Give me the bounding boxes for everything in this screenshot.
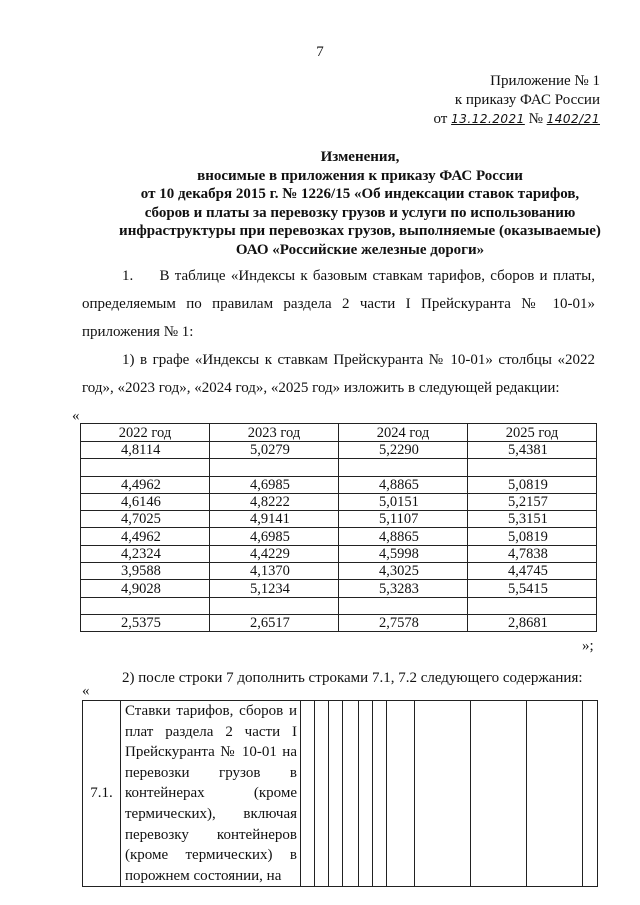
table-cell: 4,8114 xyxy=(81,442,210,459)
table-cell: 4,6985 xyxy=(210,476,339,493)
table-cell xyxy=(315,701,329,887)
table-cell: 5,0279 xyxy=(210,442,339,459)
table-cell xyxy=(471,701,527,887)
handwritten-number: 1402/21 xyxy=(546,112,600,126)
table-cell: 4,4745 xyxy=(468,563,597,580)
table-cell: 5,1234 xyxy=(210,580,339,597)
table-cell xyxy=(210,597,339,614)
table-row xyxy=(81,614,597,631)
table-row xyxy=(81,545,597,562)
table-cell: 5,4381 xyxy=(468,442,597,459)
table-cell xyxy=(81,597,210,614)
appendix-block xyxy=(430,72,600,129)
table-cell xyxy=(387,701,415,887)
table-cell: 5,0819 xyxy=(468,528,597,545)
table-cell: 4,7025 xyxy=(81,511,210,528)
table-cell: 4,2324 xyxy=(81,545,210,562)
table-cell xyxy=(210,459,339,476)
appendix-from-label: от xyxy=(433,111,448,127)
page-number: 7 xyxy=(316,44,324,60)
table-cell: 2,8681 xyxy=(468,614,597,631)
sub-1-text: 1) в графе «Индексы к ставкам Прейскуранта № 10-01» столбцы «2022 год», «2023 год», «2024 год», «2025 год» изложить в следующей редакции: xyxy=(82,352,595,396)
table-cell: 5,1107 xyxy=(339,511,468,528)
rates-table xyxy=(82,700,598,887)
table-cell: 4,4962 xyxy=(81,528,210,545)
table-cell: 3,9588 xyxy=(81,563,210,580)
document-heading xyxy=(70,148,640,260)
table-cell: 4,9141 xyxy=(210,511,339,528)
table-row xyxy=(81,442,597,459)
item-1-paragraph xyxy=(82,262,595,346)
column-header: 2024 год xyxy=(339,424,468,442)
table-cell xyxy=(415,701,471,887)
sub-1-paragraph xyxy=(82,346,595,402)
table-cell xyxy=(301,701,315,887)
item-1-number: 1. xyxy=(122,268,134,284)
heading-line-5: инфраструктуры при перевозках грузов, выполняемые (оказываемые) xyxy=(119,223,601,240)
table-cell xyxy=(359,701,373,887)
table-cell xyxy=(339,459,468,476)
table-cell xyxy=(583,701,598,887)
table-header-row xyxy=(81,424,597,442)
heading-line-3: от 10 декабря 2015 г. № 1226/15 «Об индексации ставок тарифов, xyxy=(140,186,580,203)
table-cell: 5,2290 xyxy=(339,442,468,459)
indices-table xyxy=(80,423,597,632)
table-cell: 4,8222 xyxy=(210,493,339,510)
table-cell: 4,7838 xyxy=(468,545,597,562)
table-cell: 4,1370 xyxy=(210,563,339,580)
table-cell: 4,8865 xyxy=(339,476,468,493)
appendix-line-3 xyxy=(430,110,600,129)
table-cell xyxy=(81,459,210,476)
table-row xyxy=(81,563,597,580)
heading-line-4: сборов и платы за перевозку грузов и услуги по использованию xyxy=(144,204,576,221)
appendix-num-label: № xyxy=(528,111,543,127)
table-cell xyxy=(343,701,359,887)
table-cell xyxy=(468,597,597,614)
table-cell xyxy=(329,701,343,887)
heading-line-6: ОАО «Российские железные дороги» xyxy=(235,241,485,258)
table-cell: 4,4229 xyxy=(210,545,339,562)
table-row xyxy=(81,511,597,528)
row-number: 7.1. xyxy=(83,701,121,887)
table-cell: 2,7578 xyxy=(339,614,468,631)
item-1-text: В таблице «Индексы к базовым ставкам тарифов, сборов и платы, определяемым по правилам раздела 2 части I Прейскуранта № 10-01» приложения № 1: xyxy=(82,268,595,340)
table-cell: 4,5998 xyxy=(339,545,468,562)
table-cell: 2,5375 xyxy=(81,614,210,631)
column-header: 2022 год xyxy=(81,424,210,442)
table-cell: 5,0819 xyxy=(468,476,597,493)
table-row xyxy=(81,597,597,614)
table-cell: 4,6985 xyxy=(210,528,339,545)
quote-open-1: « xyxy=(72,408,80,424)
table-cell xyxy=(373,701,387,887)
column-header: 2025 год xyxy=(468,424,597,442)
table-cell xyxy=(339,597,468,614)
table-cell: 4,8865 xyxy=(339,528,468,545)
heading-line-1: Изменения, xyxy=(320,149,400,165)
table-row xyxy=(81,459,597,476)
table-row xyxy=(81,528,597,545)
table-cell: 5,5415 xyxy=(468,580,597,597)
heading-line-2: вносимые в приложения к приказу ФАС России xyxy=(197,167,523,184)
table-cell xyxy=(527,701,583,887)
sub-2-paragraph xyxy=(82,664,595,692)
table-row xyxy=(81,493,597,510)
table-cell: 4,4962 xyxy=(81,476,210,493)
column-header: 2023 год xyxy=(210,424,339,442)
table-cell: 5,3151 xyxy=(468,511,597,528)
table-cell: 5,3283 xyxy=(339,580,468,597)
table-cell: 5,0151 xyxy=(339,493,468,510)
rates-table-row-7-1 xyxy=(83,701,598,887)
quote-open-2: « xyxy=(82,683,90,699)
indices-table-body xyxy=(81,424,597,632)
appendix-line-2: к приказу ФАС России xyxy=(454,92,600,108)
table-cell: 5,2157 xyxy=(468,493,597,510)
handwritten-date: 13.12.2021 xyxy=(451,112,525,126)
table-cell: 2,6517 xyxy=(210,614,339,631)
sub-2-text: 2) после строки 7 дополнить строками 7.1, 7.2 следующего содержания: xyxy=(122,670,583,686)
table-cell: 4,3025 xyxy=(339,563,468,580)
table-row xyxy=(81,476,597,493)
quote-close-1: »; xyxy=(582,638,594,654)
table-cell: 4,9028 xyxy=(81,580,210,597)
row-description: Ставки тарифов, сборов и плат раздела 2 части I Прейскуранта № 10-01 на перевозки грузов в контейнерах (кроме термических), включая перевозку контейнеров (кроме термических) в порожнем состоянии, на xyxy=(121,701,301,887)
table-cell xyxy=(468,459,597,476)
appendix-line-1: Приложение № 1 xyxy=(490,73,600,89)
table-row xyxy=(81,580,597,597)
table-cell: 4,6146 xyxy=(81,493,210,510)
